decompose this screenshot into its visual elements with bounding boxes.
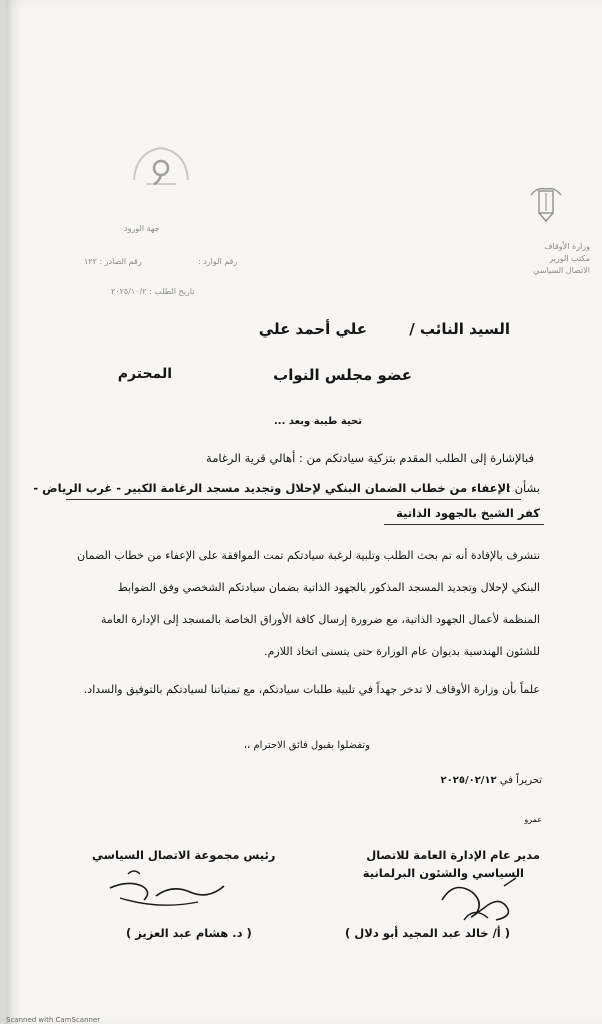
left-signatory-title: رئيس مجموعة الاتصال السياسي <box>92 848 276 862</box>
paragraph-1-line-3: المنظمة لأعمال الجهود الذاتية، مع ضرورة إرسال كافة الأوراق الخاصة بالمسجد إلى الإدارة العامة <box>100 613 540 626</box>
request-date <box>111 287 194 296</box>
subject-label: بشأن : <box>507 481 540 495</box>
addressee-role: عضو مجلس النواب <box>273 366 412 384</box>
left-signature-icon <box>98 862 238 914</box>
document-page <box>6 0 602 1024</box>
receiving-entity-label: جهة الورود <box>124 224 160 233</box>
date-label: تحريراً في <box>499 775 542 786</box>
request-date-value: ٢٠٢٥/١٠/٢ <box>111 287 147 296</box>
subject-line-2: كفر الشيخ بالجهود الذاتية <box>396 506 540 520</box>
office-name: مكتب الوزير <box>549 254 590 263</box>
addressee-name: علي أحمد علي <box>258 320 367 338</box>
right-signatory-title-1: مدير عام الإدارة العامة للاتصال <box>366 848 540 862</box>
department-name: الاتصال السياسي <box>533 266 590 275</box>
right-signatory-title-2: السياسي والشئون البرلمانية <box>362 866 524 880</box>
subject-underline-2 <box>384 524 544 525</box>
addressee-title: السيد النائب / <box>409 320 510 338</box>
ministry-emblem-icon <box>126 140 196 195</box>
request-date-label: تاريخ الطلب : <box>149 287 195 296</box>
left-signatory-name: ( د. هشام عبد العزيز ) <box>126 926 252 940</box>
addressee-honorific: المحترم <box>117 366 172 382</box>
outgoing-number-label: رقم الصادر : <box>99 257 142 266</box>
scan-watermark: Scanned with CamScanner <box>6 1016 101 1024</box>
paragraph-1-line-4: للشئون الهندسية بديوان عام الوزارة حتى يتسنى اتخاذ اللازم. <box>264 645 540 658</box>
ministry-name: وزارة الأوقاف <box>544 242 590 251</box>
reference-line: فبالإشارة إلى الطلب المقدم بتزكية سيادتكم من : أهالي قرية الرغامة <box>206 451 534 465</box>
initials: عمرو <box>524 815 542 824</box>
date-block <box>441 775 542 786</box>
outgoing-number-value: ١٢٢ <box>84 257 97 266</box>
date-value: ٢٠٢٥/٠٢/١٢ <box>440 775 497 786</box>
right-signature-icon <box>434 872 526 928</box>
closing-line: وتفضلوا بقبول فائق الاحترام ،، <box>243 740 370 751</box>
incoming-number-label: رقم الوارد : <box>198 257 238 266</box>
paragraph-1-line-2: البنكي لإحلال وتجديد المسجد المذكور بالجهود الذاتية بضمان سيادتكم الشخصي وفق الضوابط <box>117 581 540 594</box>
greeting: تحية طيبة وبعد ... <box>274 416 362 427</box>
paragraph-1-line-1: نتشرف بالإفادة أنه تم بحث الطلب وتلبية لرغبة سيادتكم تمت الموافقة على الإعفاء من خطاب الضمان <box>77 549 540 562</box>
right-signatory-name: ( أ/ خالد عبد المجيد أبو دلال ) <box>345 926 510 940</box>
outgoing-number <box>84 257 142 266</box>
paragraph-2: علماً بأن وزارة الأوقاف لا تدخر جهداً في تلبية طلبات سيادتكم، مع تمنياتنا لسيادتكم بالتوفيق والسداد. <box>83 683 540 696</box>
subject-underline-1 <box>66 499 521 500</box>
egypt-eagle-icon <box>529 183 563 223</box>
subject-line-1: الإعفاء من خطاب الضمان البنكي لإحلال وتجديد مسجد الرغامة الكبير - غرب الرياض - <box>33 481 510 495</box>
